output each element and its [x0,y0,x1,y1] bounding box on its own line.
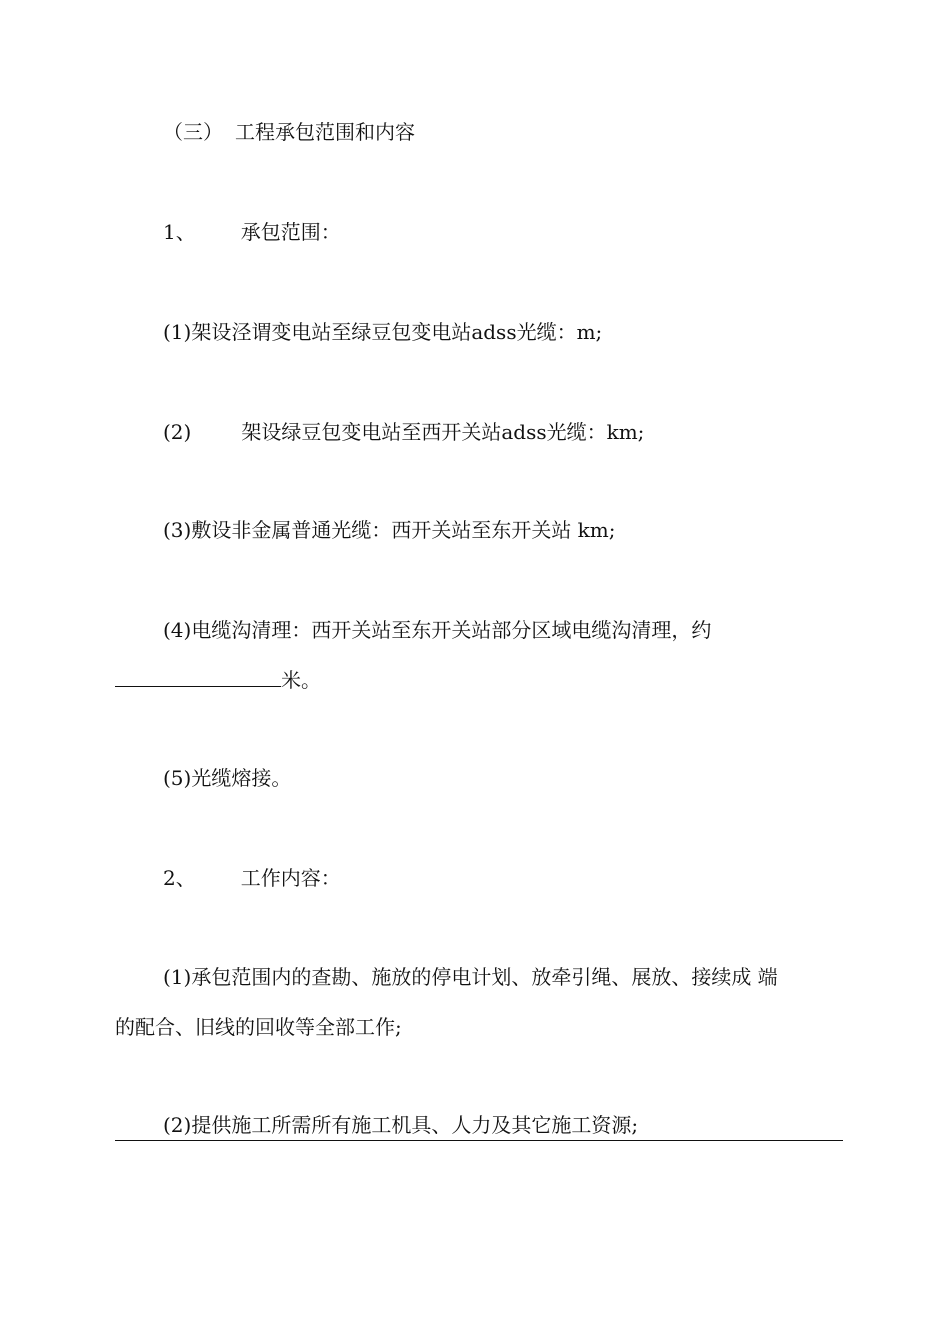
page-bottom-rule [115,1140,843,1141]
scope-item-2 [163,420,644,444]
work-heading [163,866,341,890]
work-number: 2、 [163,866,196,890]
work-item-1: (1)承包范围内的查勘、施放的停电计划、放牵引绳、展放、接续成 端 [163,965,778,989]
scope-title: 承包范围： [240,220,341,244]
work-title: 工作内容： [240,866,341,890]
fill-in-blank [115,670,281,687]
scope-item-2-number: (2) [163,420,192,444]
section-number: （三） [163,120,223,144]
scope-item-5: (5)光缆熔接。 [163,766,292,790]
scope-item-1: (1)架设泾谓变电站至绿豆包变电站adss光缆：m; [163,320,603,344]
scope-item-4-continued [115,668,321,692]
section-heading [163,120,415,144]
work-item-1-continued: 的配合、旧线的回收等全部工作; [115,1015,402,1039]
scope-item-4: (4)电缆沟清理：西开关站至东开关站部分区域电缆沟清理，约 [163,618,712,642]
section-title: 工程承包范围和内容 [235,120,415,144]
scope-item-4-unit: 米。 [281,668,321,692]
scope-item-3: (3)敷设非金属普通光缆：西开关站至东开关站 km; [163,518,616,542]
scope-number: 1、 [163,220,196,244]
scope-item-2-text: 架设绿豆包变电站至西开关站adss光缆：km; [241,420,645,444]
scope-heading [163,220,341,244]
work-item-2: (2)提供施工所需所有施工机具、人力及其它施工资源; [163,1113,639,1137]
